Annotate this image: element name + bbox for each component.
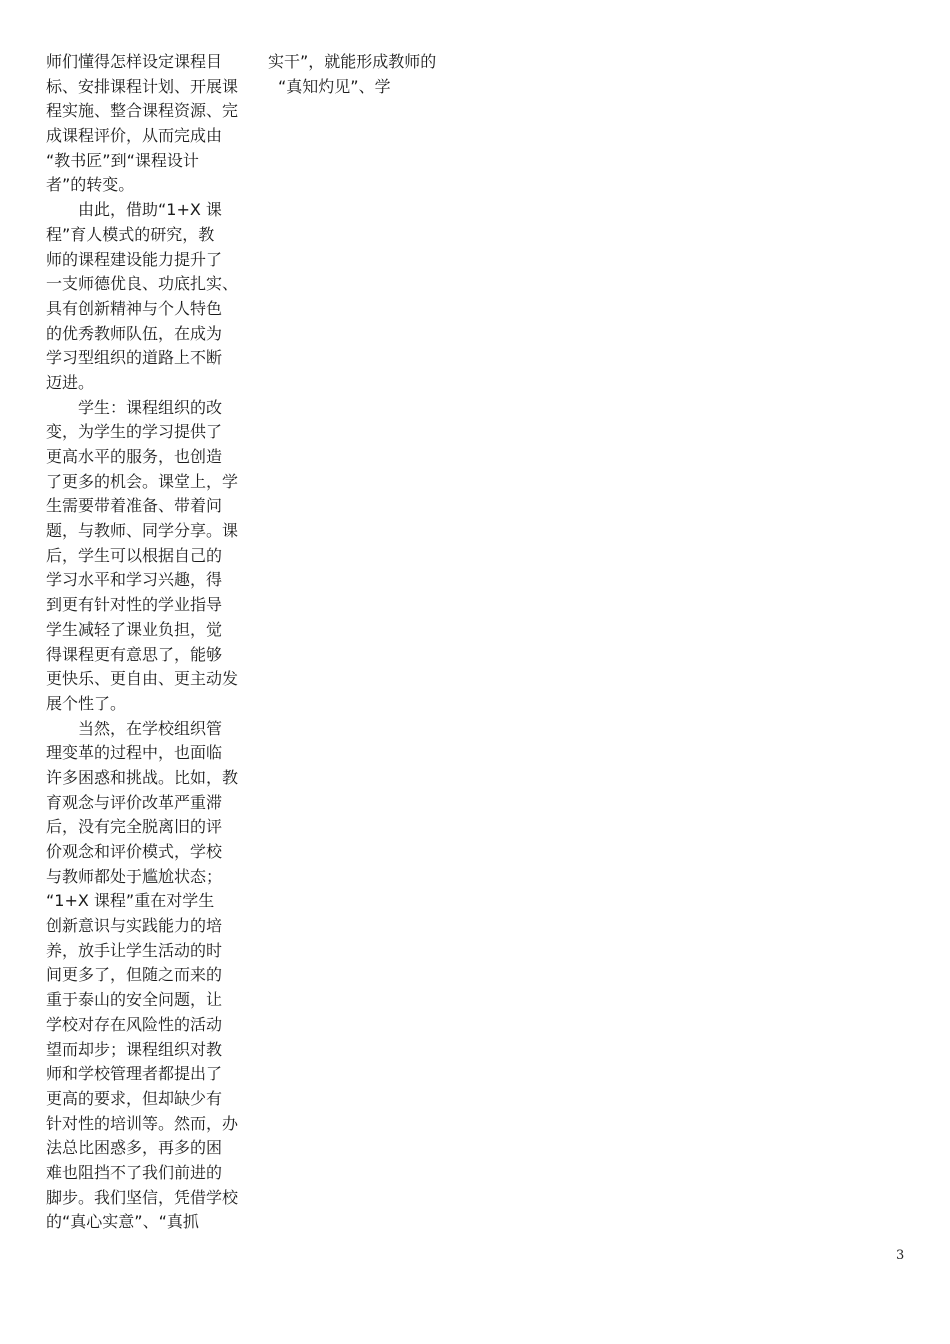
- text-line: 师和学校管理者都提出了: [46, 1064, 223, 1084]
- paragraph-start: 学生：课程组织的改: [78, 397, 223, 417]
- text-line: 更快乐、更自由、更主动发: [46, 669, 239, 689]
- text-line: 到更有针对性的学业指导: [46, 595, 223, 615]
- text-line: 更高水平的服务，也创造: [46, 447, 223, 466]
- paragraph-start: 由此，借助“1+X 课: [78, 200, 222, 220]
- text-line: “1+X 课程”重在对学生: [46, 891, 215, 911]
- text-line: 脚步。我们坚信，凭借学校: [46, 1187, 239, 1207]
- left-column: [46, 50, 238, 1235]
- page-number: 3: [896, 1248, 905, 1263]
- text-line: 师们懂得怎样设定课程目: [46, 52, 223, 71]
- text-line: 更高的要求，但却缺少有: [46, 1088, 223, 1108]
- text-line: 针对性的培训等。然而，办: [46, 1113, 239, 1133]
- text-line: 了更多的机会。课堂上，学: [46, 471, 239, 491]
- text-line: 创新意识与实践能力的培: [46, 916, 223, 936]
- text-line: 生需要带着准备、带着问: [46, 496, 223, 516]
- paragraph-start: 当然，在学校组织管: [78, 718, 223, 738]
- text-line: 间更多了，但随之而来的: [46, 965, 223, 985]
- text-line: 育观念与评价改革严重滞: [46, 792, 223, 812]
- text-line: 学习型组织的道路上不断: [46, 348, 223, 368]
- text-line: 实干”，就能形成教师的: [268, 52, 437, 71]
- text-line: 后，没有完全脱离旧的评: [46, 817, 223, 837]
- text-line: 迈进。: [46, 372, 95, 392]
- text-line: 价观念和评价模式，学校: [46, 842, 223, 861]
- text-line: 与教师都处于尴尬状态；: [46, 866, 223, 886]
- text-line: “教书匠”到“课程设计: [46, 150, 199, 170]
- text-line: 难也阻挡不了我们前进的: [46, 1162, 223, 1182]
- text-line: 变，为学生的学习提供了: [46, 422, 223, 442]
- text-line: 学校对存在风险性的活动: [46, 1014, 223, 1034]
- text-line: 成课程评价，从而完成由: [46, 126, 223, 146]
- text-line: 学生减轻了课业负担，觉: [46, 619, 223, 639]
- text-line: 师的课程建设能力提升了: [46, 249, 223, 269]
- text-line: 养，放手让学生活动的时: [46, 940, 223, 960]
- text-line: 后，学生可以根据自己的: [46, 545, 223, 565]
- text-line: 题，与教师、同学分享。课: [46, 521, 239, 541]
- text-line: 得课程更有意思了，能够: [46, 644, 223, 664]
- text-line: 法总比困惑多，再多的困: [46, 1138, 223, 1158]
- text-line: 理变革的过程中，也面临: [46, 743, 223, 763]
- text-line: 程实施、整合课程资源、完: [46, 101, 239, 121]
- text-line: 许多困惑和挑战。比如，教: [46, 767, 239, 787]
- text-line: 望而却步；课程组织对教: [46, 1039, 223, 1059]
- text-line: 的“真心实意”、“真抓: [46, 1212, 199, 1232]
- text-line: 重于泰山的安全问题，让: [46, 990, 223, 1010]
- right-column: [268, 50, 468, 99]
- text-line: 者”的转变。: [46, 175, 135, 195]
- text-line: 的优秀教师队伍，在成为: [46, 323, 223, 343]
- text-line: 一支师德优良、功底扎实、: [46, 274, 239, 294]
- text-line: 标、安排课程计划、开展课: [46, 76, 239, 96]
- text-line: 具有创新精神与个人特色: [46, 298, 223, 318]
- text-line: 学习水平和学习兴趣，得: [46, 570, 223, 590]
- text-line: 展个性了。: [46, 693, 127, 713]
- text-line: 程”育人模式的研究，教: [46, 224, 215, 244]
- text-line: “真知灼见”、学: [278, 76, 391, 96]
